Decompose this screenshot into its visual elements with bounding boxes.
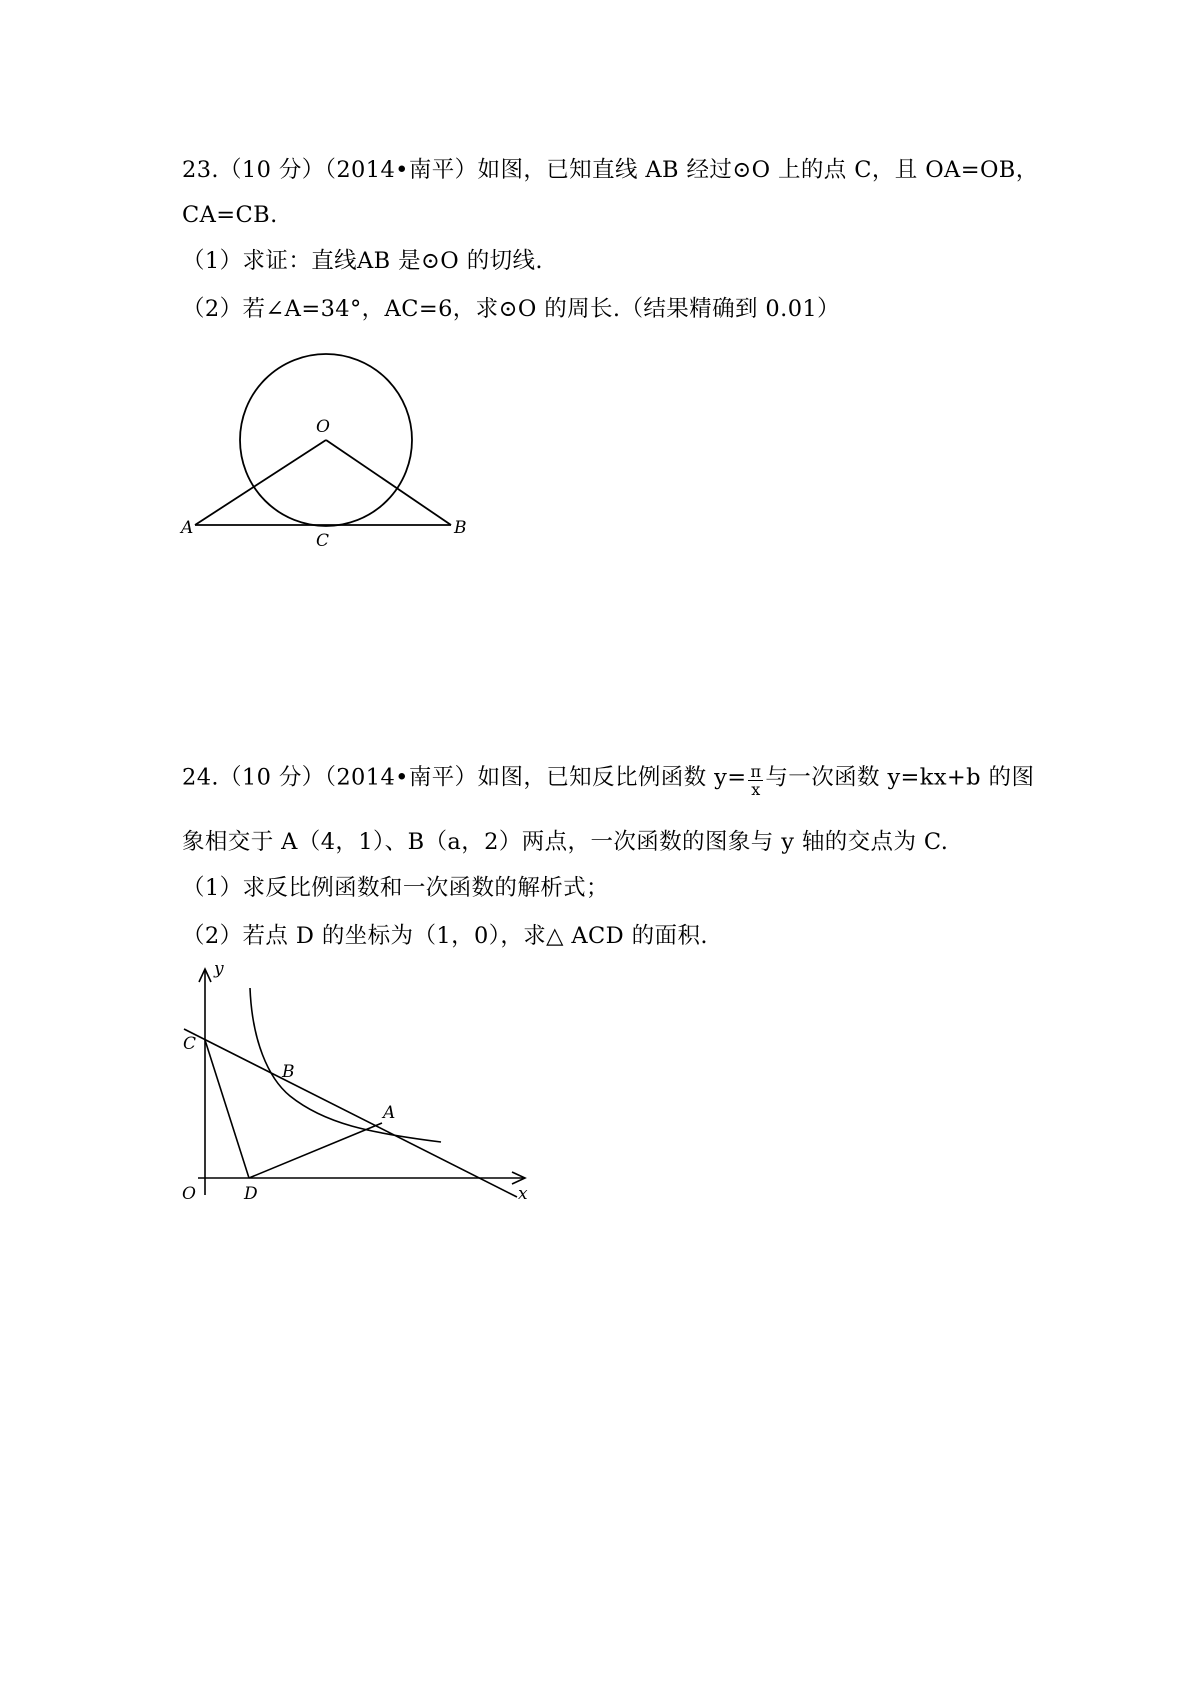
q24-part2: （2）若点 D 的坐标为（1，0），求△ ACD 的面积. <box>182 923 708 949</box>
segment-cd <box>205 1040 249 1178</box>
q24-stem-line1 <box>182 761 1035 799</box>
q23-stem-line2: CA=CB. <box>182 202 278 228</box>
label-b: B <box>454 518 467 538</box>
segment-ob <box>326 440 451 525</box>
q23-figure <box>175 340 475 551</box>
q23-part1: （1）求证：直线AB 是⊙O 的切线. <box>182 248 543 274</box>
label-d: D <box>244 1184 258 1204</box>
line-cab <box>184 1029 517 1197</box>
label-b: B <box>282 1062 295 1082</box>
q24-stem-line1-post: 与一次函数 y=kx+b 的图 <box>765 764 1035 791</box>
q24-fraction-numerator: π <box>750 762 762 781</box>
label-o: O <box>316 417 330 437</box>
label-c: C <box>316 531 330 551</box>
q23-stem-line1: 23.（10 分）（2014•南平）如图，已知直线 AB 经过⊙O 上的点 C，且 OA=OB， <box>182 157 1039 183</box>
q24-fraction <box>748 763 763 798</box>
q24-figure <box>175 960 535 1210</box>
q23-part2: （2）若∠A=34°，AC=6，求⊙O 的周长.（结果精确到 0.01） <box>182 296 841 322</box>
label-c: C <box>183 1034 197 1054</box>
label-a: A <box>181 518 194 538</box>
hyperbola-curve <box>250 988 441 1142</box>
segment-oa <box>195 440 326 525</box>
q24-stem-line2: 象相交于 A（4，1）、B（a，2）两点，一次函数的图象与 y 轴的交点为 C. <box>182 829 949 855</box>
label-x: x <box>518 1184 528 1204</box>
q24-stem-line1-pre: 24.（10 分）（2014•南平）如图，已知反比例函数 y= <box>182 764 747 791</box>
q24-part1: （1）求反比例函数和一次函数的解析式； <box>182 875 609 901</box>
label-o: O <box>182 1184 196 1204</box>
q24-fraction-denominator: x <box>751 780 761 799</box>
label-a: A <box>383 1103 396 1123</box>
segment-da <box>249 1123 382 1178</box>
label-y: y <box>214 959 224 979</box>
